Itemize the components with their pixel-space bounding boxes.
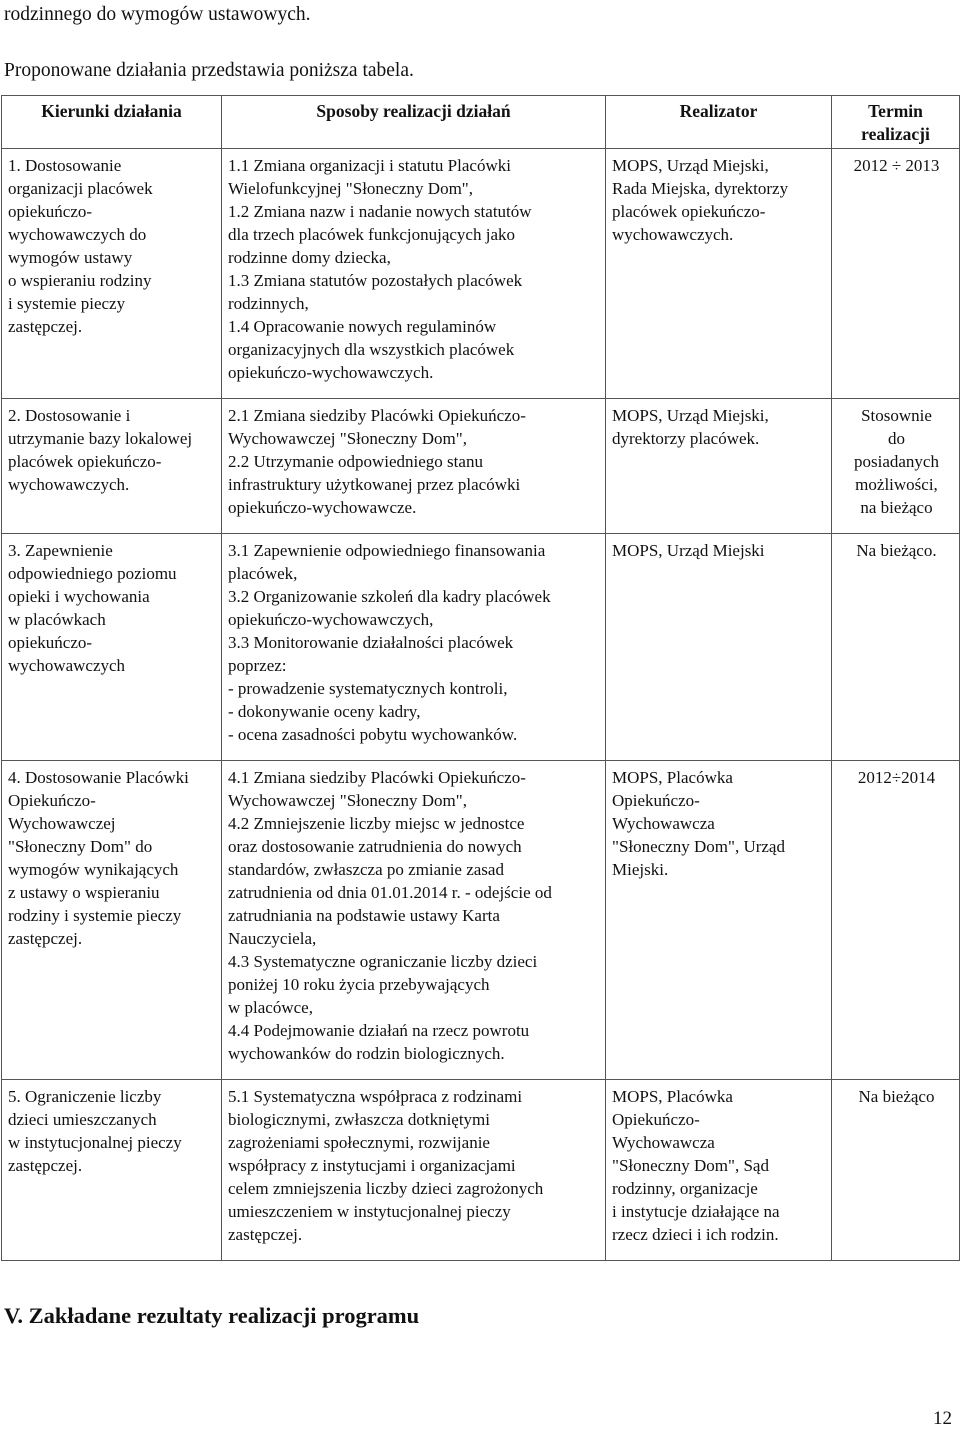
cell-direction-line: zastępczej. <box>8 929 83 948</box>
cell-executor-line: MOPS, Urząd Miejski <box>612 541 765 560</box>
cell-methods-line: infrastruktury użytkowanej przez placówki <box>228 475 521 494</box>
cell-executor-line: MOPS, Placówka <box>612 768 733 787</box>
cell-executor-line: Rada Miejska, dyrektorzy <box>612 179 789 198</box>
cell-direction-line: 5. Ograniczenie liczby <box>8 1087 162 1106</box>
cell-executor <box>606 149 832 399</box>
cell-methods <box>222 399 606 534</box>
cell-executor-line: MOPS, Placówka <box>612 1087 733 1106</box>
cell-direction <box>2 149 222 399</box>
cell-methods <box>222 761 606 1080</box>
table-row <box>2 1080 960 1261</box>
header-directions: Kierunki działania <box>2 96 222 149</box>
cell-executor-line: "Słoneczny Dom", Sąd <box>612 1156 769 1175</box>
cell-direction-line: wychowawczych <box>8 656 126 675</box>
cell-methods <box>222 1080 606 1261</box>
cell-methods-line: 3.1 Zapewnienie odpowiedniego finansowania <box>228 541 546 560</box>
cell-deadline <box>832 149 960 399</box>
cell-methods-line: - prowadzenie systematycznych kontroli, <box>228 679 508 698</box>
cell-methods-line: opiekuńczo-wychowawcze. <box>228 498 417 517</box>
cell-direction-line: organizacji placówek <box>8 179 153 198</box>
cell-methods-line: celem zmniejszenia liczby dzieci zagrożonych <box>228 1179 544 1198</box>
cell-methods-line: 3.3 Monitorowanie działalności placówek <box>228 633 514 652</box>
action-plan-table <box>1 95 960 1261</box>
cell-methods-line: zatrudniania na podstawie ustawy Karta <box>228 906 500 925</box>
cell-direction-line: i systemie pieczy <box>8 294 126 313</box>
cell-deadline-line: Na bieżąco. <box>856 541 937 560</box>
cell-methods <box>222 534 606 761</box>
cell-methods-line: dla trzech placówek funkcjonujących jako <box>228 225 515 244</box>
header-methods: Sposoby realizacji działań <box>222 96 606 149</box>
cell-methods-line: 4.3 Systematyczne ograniczanie liczby dzieci <box>228 952 538 971</box>
table-row <box>2 399 960 534</box>
cell-executor <box>606 399 832 534</box>
cell-direction-line: opieki i wychowania <box>8 587 150 606</box>
cell-methods-line: umieszczeniem w instytucjonalnej pieczy <box>228 1202 511 1221</box>
cell-methods-line: Wychowawczej "Słoneczny Dom", <box>228 429 467 448</box>
cell-direction-line: w placówkach <box>8 610 106 629</box>
cell-methods-line: rodzinnych, <box>228 294 309 313</box>
cell-direction-line: odpowiedniego poziomu <box>8 564 177 583</box>
header-executor: Realizator <box>606 96 832 149</box>
cell-methods-line: 1.2 Zmiana nazw i nadanie nowych statutów <box>228 202 532 221</box>
cell-executor-line: dyrektorzy placówek. <box>612 429 760 448</box>
cell-executor-line: MOPS, Urząd Miejski, <box>612 406 769 425</box>
section-heading: V. Zakładane rezultaty realizacji programu <box>4 1303 420 1328</box>
header-deadline <box>832 96 960 149</box>
cell-methods-line: zagrożeniami społecznymi, rozwijanie <box>228 1133 490 1152</box>
cell-executor-line: placówek opiekuńczo- <box>612 202 766 221</box>
table-header-row <box>2 96 960 149</box>
cell-methods-line: - dokonywanie oceny kadry, <box>228 702 421 721</box>
cell-executor-line: MOPS, Urząd Miejski, <box>612 156 769 175</box>
cell-methods-line: 4.2 Zmniejszenie liczby miejsc w jednostce <box>228 814 525 833</box>
cell-executor-line: Opiekuńczo- <box>612 791 700 810</box>
cell-deadline-line: możliwości, <box>855 475 938 494</box>
cell-methods-line: 2.2 Utrzymanie odpowiedniego stanu <box>228 452 483 471</box>
cell-direction-line: zastępczej. <box>8 1156 83 1175</box>
cell-direction-line: dzieci umieszczanych <box>8 1110 157 1129</box>
cell-methods-line: placówek, <box>228 564 298 583</box>
cell-methods-line: organizacyjnych dla wszystkich placówek <box>228 340 515 359</box>
cell-direction <box>2 761 222 1080</box>
cell-deadline-line: posiadanych <box>854 452 939 471</box>
cell-methods-line: w placówce, <box>228 998 313 1017</box>
table-row <box>2 149 960 399</box>
cell-direction <box>2 399 222 534</box>
cell-direction-line: wymogów ustawy <box>8 248 133 267</box>
cell-methods-line: Wielofunkcyjnej "Słoneczny Dom", <box>228 179 473 198</box>
cell-deadline-line: do <box>888 429 905 448</box>
cell-executor-line: rzecz dzieci i ich rodzin. <box>612 1225 779 1244</box>
cell-direction-line: o wspieraniu rodziny <box>8 271 152 290</box>
cell-methods-line: rodzinne domy dziecka, <box>228 248 391 267</box>
cell-executor-line: i instytucje działające na <box>612 1202 780 1221</box>
cell-methods-line: oraz dostosowanie zatrudnienia do nowych <box>228 837 522 856</box>
cell-methods-line: Wychowawczej "Słoneczny Dom", <box>228 791 467 810</box>
cell-direction-line: zastępczej. <box>8 317 83 336</box>
cell-executor-line: Miejski. <box>612 860 669 879</box>
cell-methods-line: opiekuńczo-wychowawczych, <box>228 610 434 629</box>
cell-methods-line: 1.1 Zmiana organizacji i statutu Placówki <box>228 156 511 175</box>
cell-deadline-line: na bieżąco <box>860 498 933 517</box>
cell-deadline-line: 2012÷2014 <box>857 768 936 787</box>
cell-direction-line: opiekuńczo- <box>8 633 93 652</box>
cell-executor <box>606 1080 832 1261</box>
cell-methods-line: 4.4 Podejmowanie działań na rzecz powrotu <box>228 1021 530 1040</box>
cell-direction <box>2 534 222 761</box>
cell-executor <box>606 761 832 1080</box>
cell-executor-line: Wychowawcza <box>612 1133 715 1152</box>
cell-direction-line: opiekuńczo- <box>8 202 93 221</box>
cell-methods-line: 2.1 Zmiana siedziby Placówki Opiekuńczo- <box>228 406 526 425</box>
cell-methods-line: poniżej 10 roku życia przebywających <box>228 975 490 994</box>
cell-methods-line: 1.4 Opracowanie nowych regulaminów <box>228 317 497 336</box>
cell-methods-line: Nauczyciela, <box>228 929 317 948</box>
cell-methods-line: zatrudnienia od dnia 01.01.2014 r. - odejście od <box>228 883 552 902</box>
cell-direction-line: wychowawczych. <box>8 475 130 494</box>
cell-executor-line: wychowawczych. <box>612 225 734 244</box>
cell-executor <box>606 534 832 761</box>
cell-executor-line: Opiekuńczo- <box>612 1110 700 1129</box>
cell-direction-line: wychowawczych do <box>8 225 147 244</box>
cell-direction-line: 1. Dostosowanie <box>8 156 122 175</box>
cell-direction-line: utrzymanie bazy lokalowej <box>8 429 193 448</box>
cell-methods-line: współpracy z instytucjami i organizacjami <box>228 1156 516 1175</box>
preceding-text-line: rodzinnego do wymogów ustawowych. <box>4 4 311 25</box>
cell-methods-line: zastępczej. <box>228 1225 303 1244</box>
cell-direction-line: z ustawy o wspieraniu <box>8 883 160 902</box>
header-deadline-line-2: realizacji <box>861 124 930 144</box>
cell-methods-line: wychowanków do rodzin biologicznych. <box>228 1044 505 1063</box>
cell-methods-line: standardów, zwłaszcza po zmianie zasad <box>228 860 504 879</box>
cell-direction-line: "Słoneczny Dom" do <box>8 837 153 856</box>
cell-direction-line: placówek opiekuńczo- <box>8 452 162 471</box>
cell-direction <box>2 1080 222 1261</box>
cell-methods-line: 4.1 Zmiana siedziby Placówki Opiekuńczo- <box>228 768 526 787</box>
cell-executor-line: "Słoneczny Dom", Urząd <box>612 837 785 856</box>
cell-methods-line: poprzez: <box>228 656 287 675</box>
cell-direction-line: Opiekuńczo- <box>8 791 96 810</box>
table-row <box>2 761 960 1080</box>
cell-direction-line: 2. Dostosowanie i <box>8 406 131 425</box>
cell-deadline-line: 2012 ÷ 2013 <box>853 156 940 175</box>
cell-methods-line: 5.1 Systematyczna współpraca z rodzinami <box>228 1087 523 1106</box>
table-row <box>2 534 960 761</box>
cell-deadline-line: Na bieżąco <box>858 1087 935 1106</box>
cell-deadline <box>832 761 960 1080</box>
page-number: 12 <box>933 1408 952 1429</box>
cell-direction-line: w instytucjonalnej pieczy <box>8 1133 182 1152</box>
cell-direction-line: 4. Dostosowanie Placówki <box>8 768 189 787</box>
cell-executor-line: rodzinny, organizacje <box>612 1179 758 1198</box>
cell-methods-line: opiekuńczo-wychowawczych. <box>228 363 434 382</box>
intro-sentence: Proponowane działania przedstawia poniższa tabela. <box>4 60 414 81</box>
cell-deadline <box>832 1080 960 1261</box>
cell-methods-line: - ocena zasadności pobytu wychowanków. <box>228 725 518 744</box>
cell-methods <box>222 149 606 399</box>
cell-deadline-line: Stosownie <box>861 406 932 425</box>
cell-methods-line: 1.3 Zmiana statutów pozostałych placówek <box>228 271 523 290</box>
cell-methods-line: biologicznymi, zwłaszcza dotkniętymi <box>228 1110 491 1129</box>
cell-direction-line: wymogów wynikających <box>8 860 179 879</box>
header-deadline-line-1: Termin <box>868 101 923 121</box>
cell-executor-line: Wychowawcza <box>612 814 715 833</box>
cell-direction-line: 3. Zapewnienie <box>8 541 113 560</box>
cell-methods-line: 3.2 Organizowanie szkoleń dla kadry placówek <box>228 587 551 606</box>
cell-deadline <box>832 534 960 761</box>
cell-direction-line: Wychowawczej <box>8 814 116 833</box>
cell-deadline <box>832 399 960 534</box>
cell-direction-line: rodziny i systemie pieczy <box>8 906 182 925</box>
